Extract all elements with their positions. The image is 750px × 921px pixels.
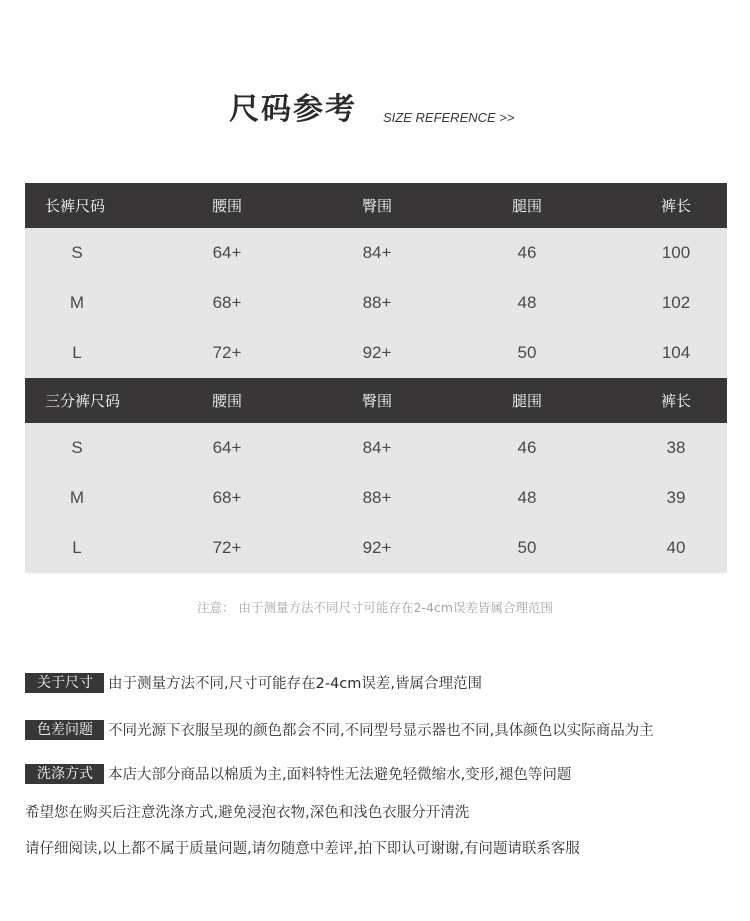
cell-length: 40 (666, 538, 686, 557)
table-row (25, 328, 727, 378)
cell-length: 39 (666, 488, 686, 507)
info-row-washing (25, 763, 571, 784)
info-tag: 洗涤方式 (25, 764, 104, 784)
cell-waist: 68+ (212, 293, 242, 312)
cell-hip: 84+ (362, 438, 392, 457)
info-row-color (25, 719, 654, 740)
cell-size: M (69, 488, 85, 507)
page-title: 尺码参考 (229, 92, 357, 127)
cell-waist: 64+ (212, 438, 242, 457)
info-row-size (25, 672, 482, 693)
column-header-size: 长裤尺码 (45, 197, 106, 215)
cell-length: 100 (661, 243, 691, 262)
column-header-thigh: 腿围 (511, 392, 542, 410)
info-text: 不同光源下衣服呈现的颜色都会不同,不同型号显示器也不同,具体颜色以实际商品为主 (108, 723, 654, 739)
care-instruction-text: 希望您在购买后注意洗涤方式,避免浸泡衣物,深色和浅色衣服分开清洗 (25, 805, 470, 821)
cell-thigh: 50 (517, 538, 537, 557)
column-header-length: 裤长 (660, 197, 691, 215)
table-row (25, 473, 727, 523)
info-text: 由于测量方法不同,尺寸可能存在2-4cm误差,皆属合理范围 (108, 676, 482, 692)
column-header-thigh: 腿围 (511, 197, 542, 215)
cell-size: L (72, 343, 82, 362)
measurement-note: 注意： 由于测量方法不同尺寸可能存在2-4cm误差皆属合理范围 (197, 600, 553, 615)
info-tag: 关于尺寸 (25, 673, 104, 693)
table-row (25, 278, 727, 328)
cell-size: L (72, 538, 82, 557)
cell-hip: 88+ (362, 488, 392, 507)
table-row (25, 523, 727, 573)
cell-waist: 72+ (212, 343, 242, 362)
cell-thigh: 46 (517, 438, 537, 457)
cell-thigh: 50 (517, 343, 537, 362)
cell-size: M (69, 293, 85, 312)
cell-hip: 92+ (362, 343, 392, 362)
cell-thigh: 46 (517, 243, 537, 262)
size-table (25, 183, 727, 573)
page-header (229, 86, 514, 130)
cell-hip: 92+ (362, 538, 392, 557)
page-subtitle: SIZE REFERENCE >> (383, 110, 515, 125)
cell-length: 102 (661, 293, 691, 312)
cell-hip: 88+ (362, 293, 392, 312)
column-header-hip: 臀围 (361, 197, 392, 215)
column-header-length: 裤长 (660, 392, 691, 410)
cell-thigh: 48 (517, 293, 537, 312)
table-header-row (25, 183, 727, 228)
cell-hip: 84+ (362, 243, 392, 262)
table-row (25, 423, 727, 473)
cell-size: S (71, 438, 83, 457)
column-header-waist: 腰围 (211, 392, 242, 410)
info-tag: 色差问题 (25, 720, 104, 740)
cell-waist: 64+ (212, 243, 242, 262)
cell-size: S (71, 243, 83, 262)
cell-thigh: 48 (517, 488, 537, 507)
column-header-hip: 臀围 (361, 392, 392, 410)
cell-length: 38 (666, 438, 686, 457)
cell-waist: 68+ (212, 488, 242, 507)
column-header-size: 三分裤尺码 (45, 392, 121, 410)
column-header-waist: 腰围 (211, 197, 242, 215)
info-text: 本店大部分商品以棉质为主,面料特性无法避免轻微缩水,变形,褪色等问题 (108, 767, 572, 783)
cell-length: 104 (661, 343, 691, 362)
table-header-row (25, 378, 727, 423)
table-row (25, 228, 727, 278)
cell-waist: 72+ (212, 538, 242, 557)
disclaimer-text: 请仔细阅读,以上都不属于质量问题,请勿随意中差评,拍下即认可谢谢,有问题请联系客服 (25, 841, 580, 857)
